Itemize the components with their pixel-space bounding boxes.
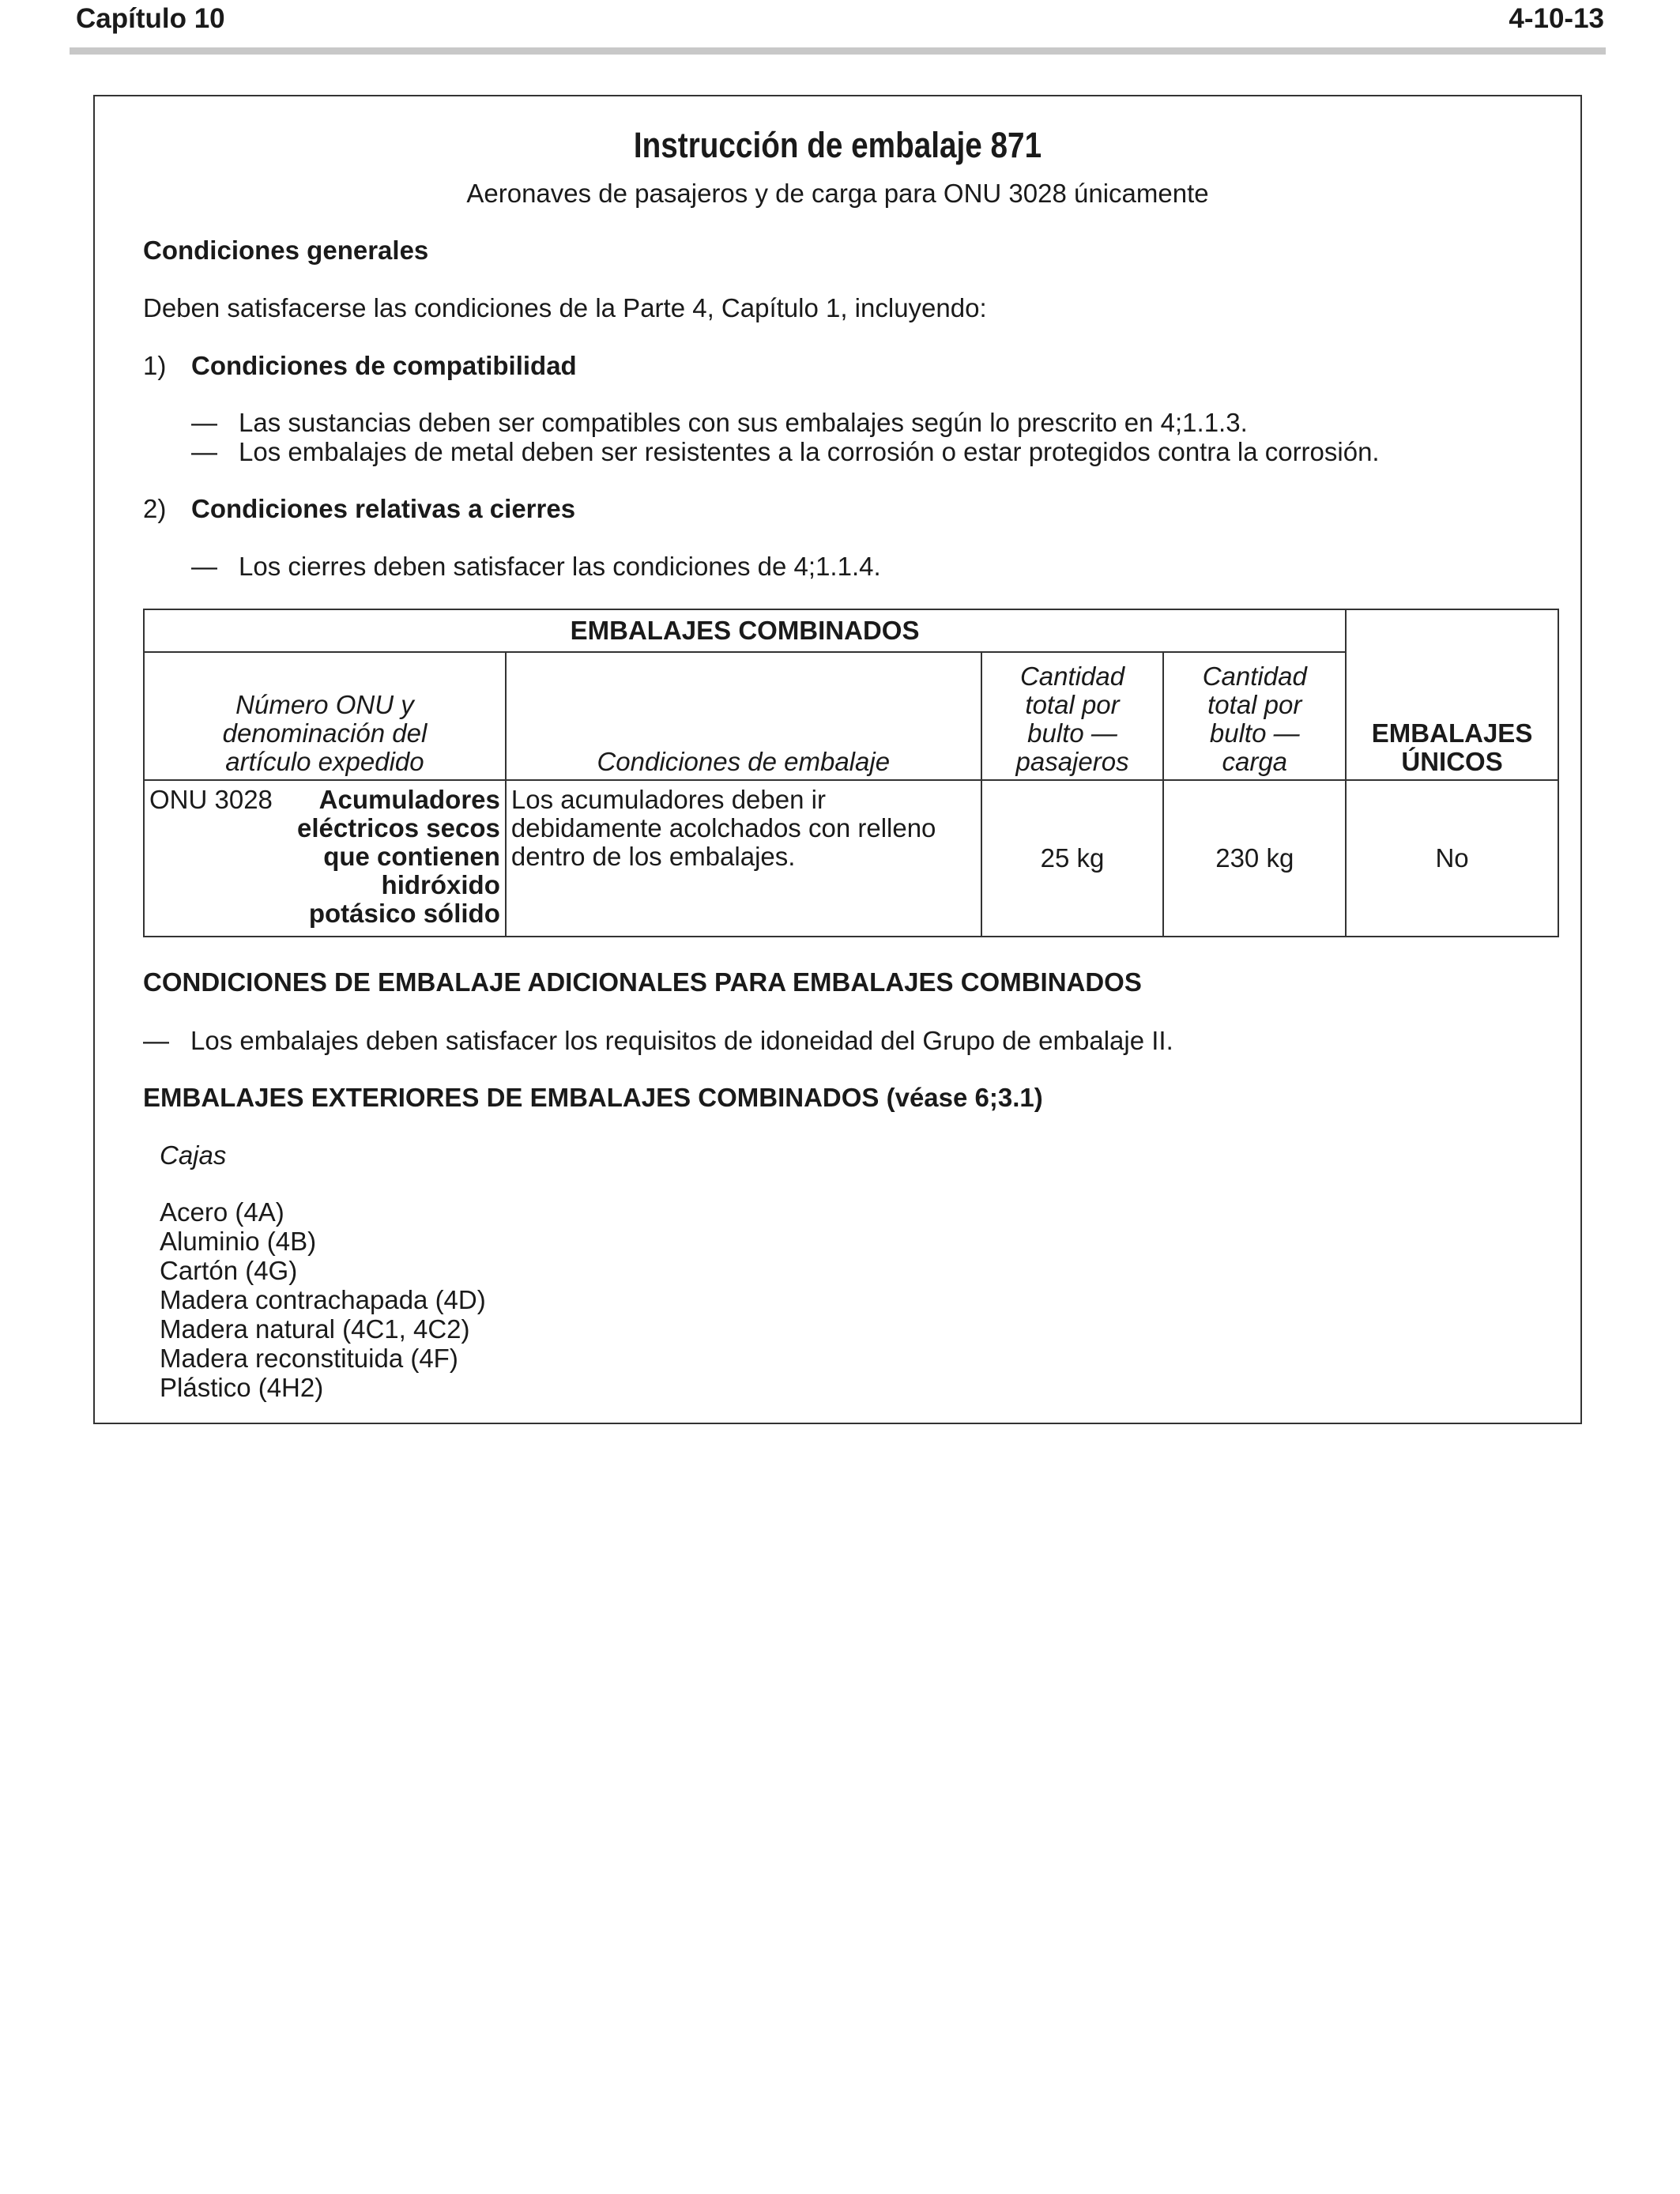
list-item-text: Los embalajes deben satisfacer los requisitos de idoneidad del Grupo de embalaje II. [190,1026,1173,1055]
header-line: total por [1025,690,1120,719]
header-rule [70,47,1606,55]
section-2-number: 2) [143,494,167,523]
cell-un-number [144,780,506,937]
section-2-list [191,552,881,581]
table-row [144,780,1558,937]
list-item: Madera natural (4C1, 4C2) [160,1314,470,1344]
list-item-text: Los embalajes de metal deben ser resistentes a la corrosión o estar protegidos contra la corrosión. [239,437,1380,466]
cell-conditions [506,780,981,937]
list-item: Plástico (4H2) [160,1373,324,1402]
name-line: que contienen [323,842,500,871]
un-number: ONU 3028 [149,785,273,814]
dash-mark: — [191,437,217,466]
header-line: carga [1222,747,1288,776]
section-1-number: 1) [143,351,167,380]
header-line: total por [1207,690,1302,719]
header-line: pasajeros [1015,747,1129,776]
conditions-line: Los acumuladores deben ir [510,785,826,814]
list-item [191,408,1380,437]
conditions-line: debidamente acolchados con relleno [510,813,936,843]
header-line: Cantidad [1202,662,1307,691]
list-item [191,437,1380,466]
conditions-line: dentro de los embalajes. [510,842,796,871]
combined-packagings-header: EMBALAJES COMBINADOS [144,609,1346,652]
list-item: Madera contrachapada (4D) [160,1285,486,1314]
header-line: Número ONU y [235,690,414,719]
instruction-subtitle: Aeronaves de pasajeros y de carga para ONU 3028 únicamente [466,179,1209,208]
single-header-line: EMBALAJES [1371,718,1533,748]
packing-instruction-box [93,95,1582,1424]
section-2-heading: Condiciones relativas a cierres [191,494,576,523]
name-line: hidróxido [381,870,500,899]
header-line: bulto — [1209,718,1300,748]
header-line: Cantidad [1019,662,1125,691]
general-conditions-heading: Condiciones generales [143,236,429,265]
name-line: potásico sólido [308,899,500,928]
name-line: eléctricos secos [297,813,500,843]
col-header-un-number [144,652,506,780]
additional-conditions-heading: CONDICIONES DE EMBALAJE ADICIONALES PARA EMBALAJES COMBINADOS [143,967,1142,997]
dash-mark: — [143,1026,169,1055]
list-item: Madera reconstituida (4F) [160,1344,458,1373]
cell-passenger-qty: 25 kg [981,780,1164,937]
header-line: bulto — [1027,718,1117,748]
cell-single-packagings: No [1346,780,1558,937]
col-header-cargo-qty [1163,652,1346,780]
cell-cargo-qty: 230 kg [1163,780,1346,937]
header-line: denominación del [222,718,428,748]
section-1-list [191,408,1380,466]
shipping-name [290,786,500,928]
outer-packagings-heading: EMBALAJES EXTERIORES DE EMBALAJES COMBINADOS (véase 6;3.1) [143,1083,1043,1112]
additional-conditions-item [143,1026,1173,1056]
col-header-passenger-qty [981,652,1164,780]
dash-mark: — [191,408,217,437]
general-conditions-intro: Deben satisfacerse las condiciones de la Parte 4, Capítulo 1, incluyendo: [143,293,987,322]
list-item [191,552,881,581]
single-header-line: ÚNICOS [1401,747,1503,776]
single-packagings-header [1346,609,1558,780]
instruction-title: Instrucción de embalaje 871 [633,125,1042,165]
chapter-label: Capítulo 10 [76,3,225,34]
list-item: Acero (4A) [160,1197,284,1227]
packing-table [143,609,1559,937]
outer-category: Cajas [160,1140,227,1170]
list-item: Aluminio (4B) [160,1227,317,1256]
name-line: Acumuladores [318,785,500,814]
header-line: artículo expedido [225,747,424,776]
list-item-text: Los cierres deben satisfacer las condiciones de 4;1.1.4. [239,552,881,581]
list-item: Cartón (4G) [160,1256,298,1285]
list-item-text: Las sustancias deben ser compatibles con sus embalajes según lo prescrito en 4;1.1.3. [239,408,1248,437]
page-number: 4-10-13 [1509,3,1604,34]
dash-mark: — [191,552,217,581]
section-1-heading: Condiciones de compatibilidad [191,351,577,380]
col-header-conditions: Condiciones de embalaje [506,652,981,780]
outer-packagings-list [160,1197,486,1402]
